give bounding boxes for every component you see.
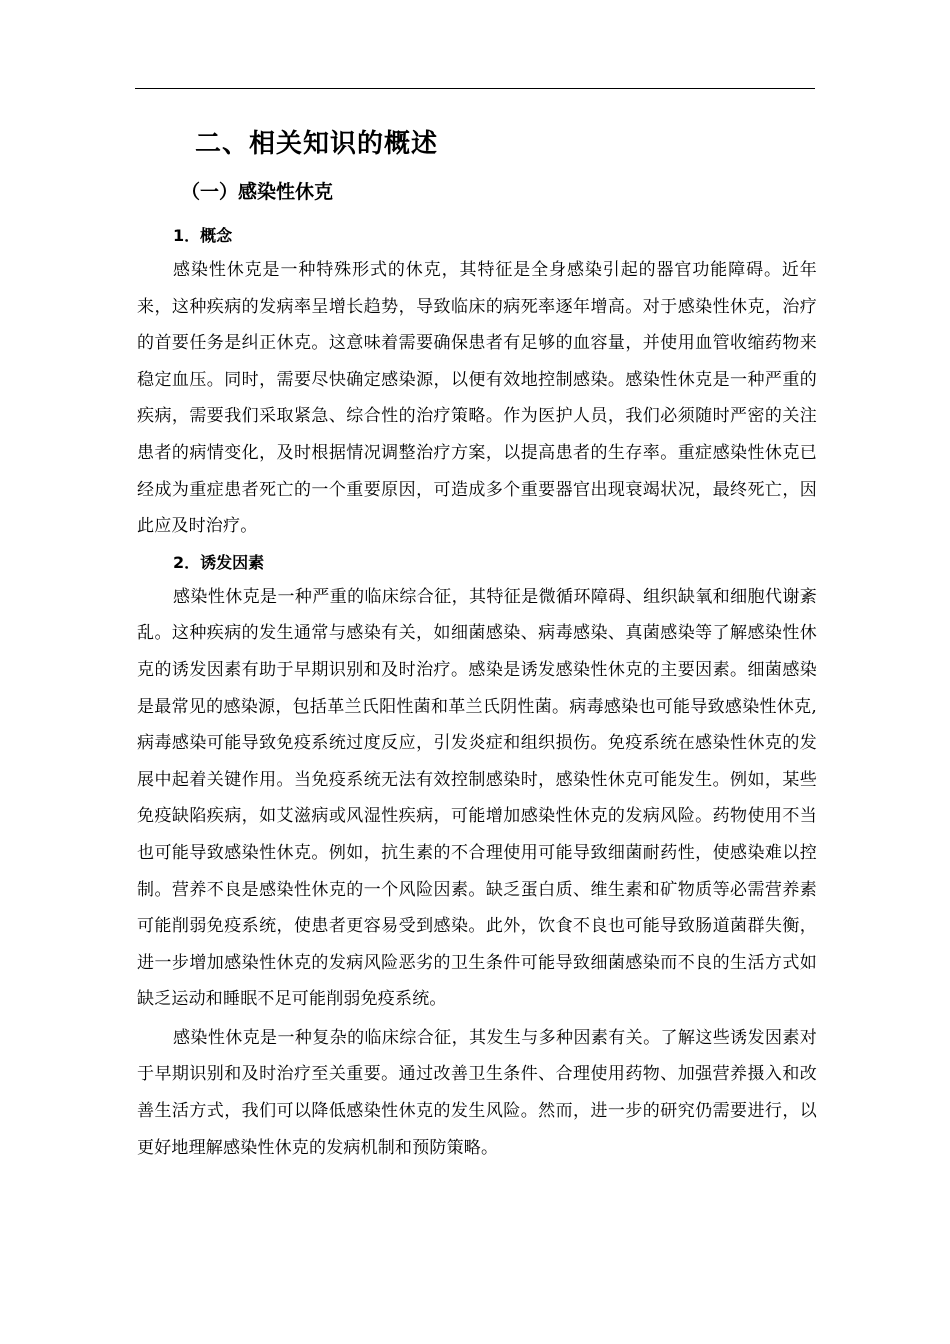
- factors-paragraph-1: 感染性休克是一种严重的临床综合征，其特征是微循环障碍、组织缺氧和细胞代谢紊乱。这种疾病的发生通常与感染有关，如细菌感染、病毒感染、真菌感染等了解感染性休克的诱发因素有助于早期识别和及时治疗。感染是诱发感染性休克的主要因素。细菌感染是最常见的感染源，包括革兰氏阳性菌和革兰氏阴性菌。病毒感染也可能导致感染性休克,病毒感染可能导致免疫系统过度反应，引发炎症和组织损伤。免疫系统在感染性休克的发展中起着关键作用。当免疫系统无法有效控制感染时，感染性休克可能发生。例如，某些免疫缺陷疾病，如艾滋病或风湿性疾病，可能增加感染性休克的发病风险。药物使用不当也可能导致感染性休克。例如，抗生素的不合理使用可能导致细菌耐药性，使感染难以控制。营养不良是感染性休克的一个风险因素。缺乏蛋白质、维生素和矿物质等必需营养素可能削弱免疫系统，使患者更容易受到感染。此外，饮食不良也可能导致肠道菌群失衡，进一步增加感染性休克的发病风险恶劣的卫生条件可能导致细菌感染而不良的生活方式如缺乏运动和睡眠不足可能削弱免疫系统。: [137, 586, 817, 1010]
- concept-paragraph: 感染性休克是一种特殊形式的休克，其特征是全身感染引起的器官功能障碍。近年来，这种疾病的发病率呈增长趋势，导致临床的病死率逐年增高。对于感染性休克，治疗的首要任务是纠正休克。这意味着需要确保患者有足够的血容量，并使用血管收缩药物来稳定血压。同时，需要尽快确定感染源，以便有效地控制感染。感染性休克是一种严重的疾病，需要我们采取紧急、综合性的治疗策略。作为医护人员，我们必须随时严密的关注患者的病情变化，及时根据情况调整治疗方案，以提高患者的生存率。重症感染性休克已经成为重症患者死亡的一个重要原因，可造成多个重要器官出现衰竭状况，最终死亡，因此应及时治疗。: [137, 260, 817, 537]
- chapter-heading: 二、相关知识的概述: [195, 129, 439, 159]
- subsection-heading-factors: 2．诱发因素: [173, 552, 265, 572]
- document-body: [137, 118, 817, 1166]
- subsection-heading-concept: 1．概念: [173, 226, 233, 245]
- factors-paragraph-2: 感染性休克是一种复杂的临床综合征，其发生与多种因素有关。了解这些诱发因素对于早期识别和及时治疗至关重要。通过改善卫生条件、合理使用药物、加强营养摄入和改善生活方式，我们可以降低感染性休克的发生风险。然而，进一步的研究仍需要进行，以更好地理解感染性休克的发病机制和预防策略。: [137, 1027, 817, 1158]
- header-rule: [135, 88, 815, 89]
- section-heading: （一）感染性休克: [181, 181, 334, 203]
